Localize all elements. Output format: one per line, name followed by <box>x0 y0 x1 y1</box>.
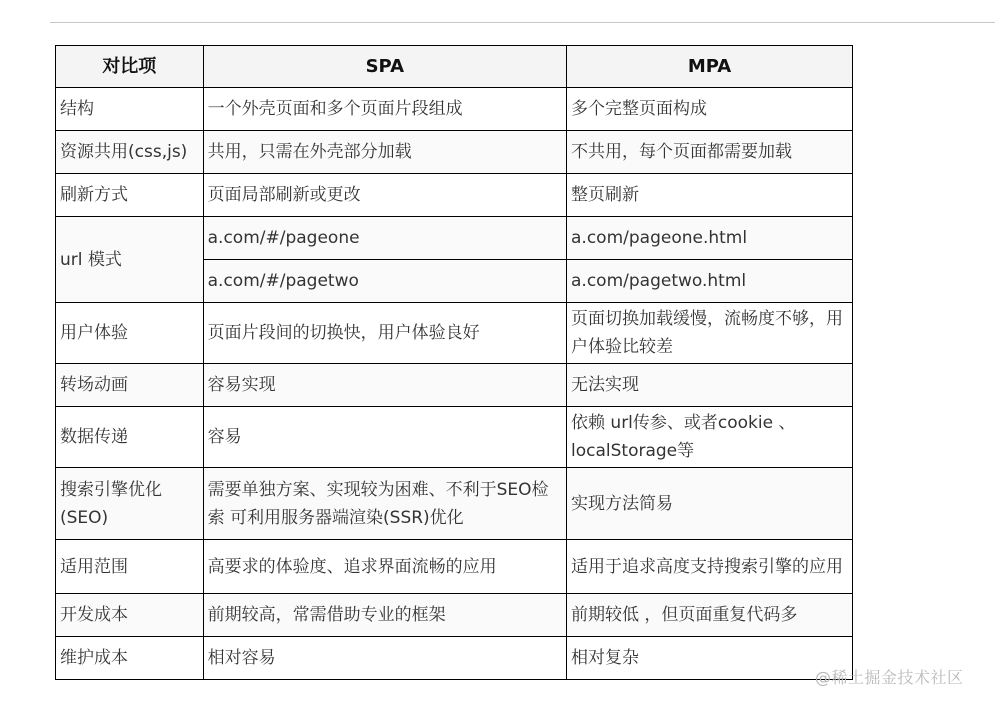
mpa-cell: 实现方法简易 <box>567 468 853 540</box>
table-row <box>56 468 853 540</box>
spa-cell: a.com/#/pageone <box>203 217 566 260</box>
row-label: 转场动画 <box>56 364 204 407</box>
row-label: 维护成本 <box>56 637 204 680</box>
spa-cell: 高要求的体验度、追求界面流畅的应用 <box>203 540 566 594</box>
row-label: 用户体验 <box>56 303 204 364</box>
table-row <box>56 131 853 174</box>
row-label: url 模式 <box>56 217 204 303</box>
spa-cell: 容易实现 <box>203 364 566 407</box>
spa-cell: 容易 <box>203 407 566 468</box>
spa-cell: 共用，只需在外壳部分加载 <box>203 131 566 174</box>
table-row <box>56 303 853 364</box>
spa-cell: 一个外壳页面和多个页面片段组成 <box>203 88 566 131</box>
spa-mpa-comparison-table <box>55 45 853 680</box>
spa-cell: 页面片段间的切换快，用户体验良好 <box>203 303 566 364</box>
mpa-cell: a.com/pageone.html <box>567 217 853 260</box>
mpa-cell: 整页刷新 <box>567 174 853 217</box>
mpa-cell: a.com/pagetwo.html <box>567 260 853 303</box>
row-label: 数据传递 <box>56 407 204 468</box>
row-label: 搜索引擎优化(SEO) <box>56 468 204 540</box>
mpa-cell: 无法实现 <box>567 364 853 407</box>
row-label: 结构 <box>56 88 204 131</box>
horizontal-rule <box>50 22 995 23</box>
row-label: 资源共用(css,js) <box>56 131 204 174</box>
table-row <box>56 88 853 131</box>
watermark: @稀土掘金技术社区 <box>815 668 964 687</box>
mpa-cell: 依赖 url传参、或者cookie 、localStorage等 <box>567 407 853 468</box>
spa-cell: 页面局部刷新或更改 <box>203 174 566 217</box>
table-row <box>56 364 853 407</box>
spa-cell: 相对容易 <box>203 637 566 680</box>
spa-cell: 前期较高，常需借助专业的框架 <box>203 594 566 637</box>
header-item: 对比项 <box>56 46 204 88</box>
table-row <box>56 594 853 637</box>
mpa-cell: 相对复杂 <box>567 637 853 680</box>
mpa-cell: 前期较低 ，但页面重复代码多 <box>567 594 853 637</box>
spa-cell: a.com/#/pagetwo <box>203 260 566 303</box>
header-spa: SPA <box>203 46 566 88</box>
header-mpa: MPA <box>567 46 853 88</box>
mpa-cell: 适用于追求高度支持搜索引擎的应用 <box>567 540 853 594</box>
row-label: 开发成本 <box>56 594 204 637</box>
table-row <box>56 637 853 680</box>
mpa-cell: 多个完整页面构成 <box>567 88 853 131</box>
table-row <box>56 217 853 260</box>
table-row <box>56 174 853 217</box>
row-label: 适用范围 <box>56 540 204 594</box>
table-header-row <box>56 46 853 88</box>
spa-cell: 需要单独方案、实现较为困难、不利于SEO检索 可利用服务器端渲染(SSR)优化 <box>203 468 566 540</box>
mpa-cell: 不共用，每个页面都需要加载 <box>567 131 853 174</box>
table-row <box>56 540 853 594</box>
mpa-cell: 页面切换加载缓慢，流畅度不够，用户体验比较差 <box>567 303 853 364</box>
table-row <box>56 407 853 468</box>
row-label: 刷新方式 <box>56 174 204 217</box>
